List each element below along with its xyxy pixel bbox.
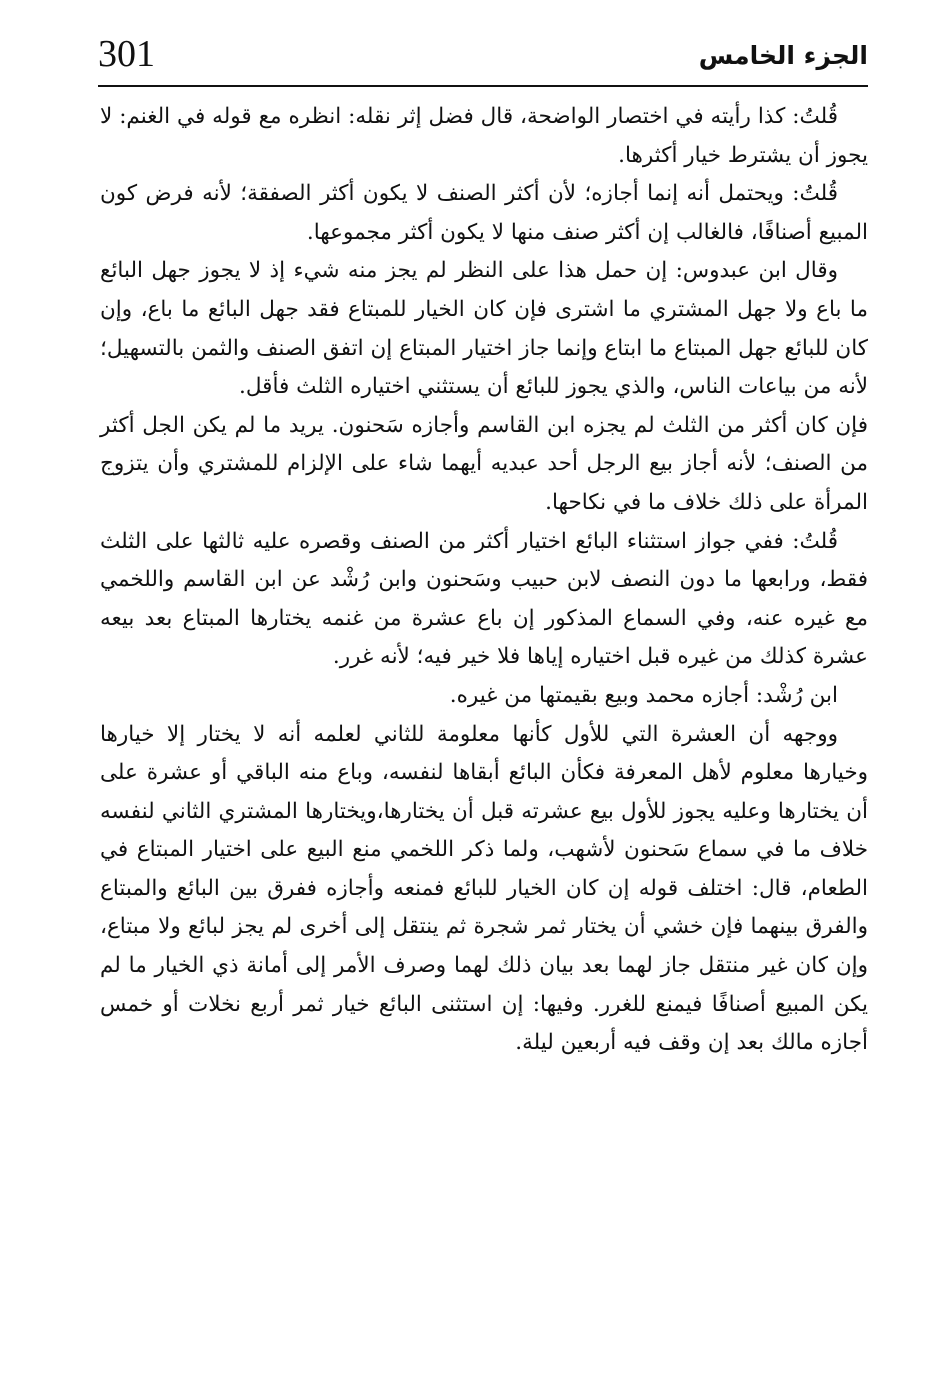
- header-divider: [98, 85, 868, 87]
- paragraph: قُلتُ: ففي جواز استثناء البائع اختيار أكثر من الصنف وقصره عليه ثالثها على الثلث فقط، ورابعها ما دون النصف لابن حبيب وسَحنون وابن رُشْد عن ابن القاسم واللخمي مع غيره عنه، وفي السماع المذكور إن باع عشرة من غنمه يختارها المبتاع بعد بيعه عشرة كذلك من غيره قبل اختياره إياها فلا خير فيه؛ لأنه غرر.: [100, 528, 868, 670]
- running-title: الجزء الخامس: [698, 41, 868, 70]
- page-header: [98, 30, 868, 82]
- paragraph: قُلتُ: ويحتمل أنه إنما أجازه؛ لأن أكثر الصنف لا يكون أكثر الصفقة؛ لأنه فرض كون المبيع أصنافًا، فالغالب إن أكثر صنف منها لا يكون أكثر مجموعها.: [100, 181, 868, 245]
- paragraph: قُلتُ: كذا رأيته في اختصار الواضحة، قال فضل إثر نقله: انظره مع قوله في الغنم: لا يجوز أن يشترط خيار أكثرها.: [100, 104, 868, 168]
- paragraph: وقال ابن عبدوس: إن حمل هذا على النظر لم يجز منه شيء إذ لا يجوز جهل البائع ما باع ولا جهل المشتري ما اشترى فإن كان الخيار للمبتاع فقد جهل البائع ما باع، وإن كان للبائع جهل المبتاع ما ابتاع وإنما جاز اختيار المبتاع إن اتفق الصنف والثمن بالتسهيل؛ لأنه من بياعات الناس، والذي يجوز للبائع أن يستثني اختياره الثلث فأقل.: [100, 258, 868, 400]
- body-text: [100, 98, 868, 1063]
- page-number: 301: [98, 33, 155, 75]
- paragraph: فإن كان أكثر من الثلث لم يجزه ابن القاسم وأجازه سَحنون. يريد ما لم يكن الجل أكثر من الصنف؛ لأنه أجاز بيع الرجل أحد عبديه أيهما شاء على الإلزام للمشتري وأن يتزوج المرأة على ذلك خلاف ما في نكاحها.: [100, 412, 868, 515]
- paragraph: ووجهه أن العشرة التي للأول كأنها معلومة للثاني لعلمه أنه لا يختار إلا خيارها وخيارها معلوم لأهل المعرفة فكأن البائع أبقاها لنفسه، وباع منه الباقي أو عشرة على أن يختارها وعليه يجوز للأول بيع عشرته قبل أن يختارها،ويختارها المشتري الثاني لنفسه خلاف ما في سماع سَحنون لأشهب، ولما ذكر اللخمي منع البيع على اختيار المبتاع في الطعام، قال: اختلف قوله إن كان الخيار للبائع فمنعه وأجازه ففرق بين البائع والمبتاع والفرق بينهما فإن خشي أن يختار ثمر شجرة ثم ينتقل إلى أخرى لم يجز لبائع ولا مبتاع، وإن كان غير منتقل جاز لهما بعد بيان ذلك لهما وصرف الأمر إلى أمانة ذي الخيار ما لم يكن المبيع أصنافًا فيمنع للغرر. وفيها: إن استثنى البائع خيار ثمر أربع نخلات أو خمس أجازه مالك بعد إن وقف فيه أربعين ليلة.: [100, 721, 868, 1056]
- paragraph: ابن رُشْد: أجازه محمد وبيع بقيمتها من غيره.: [449, 682, 838, 708]
